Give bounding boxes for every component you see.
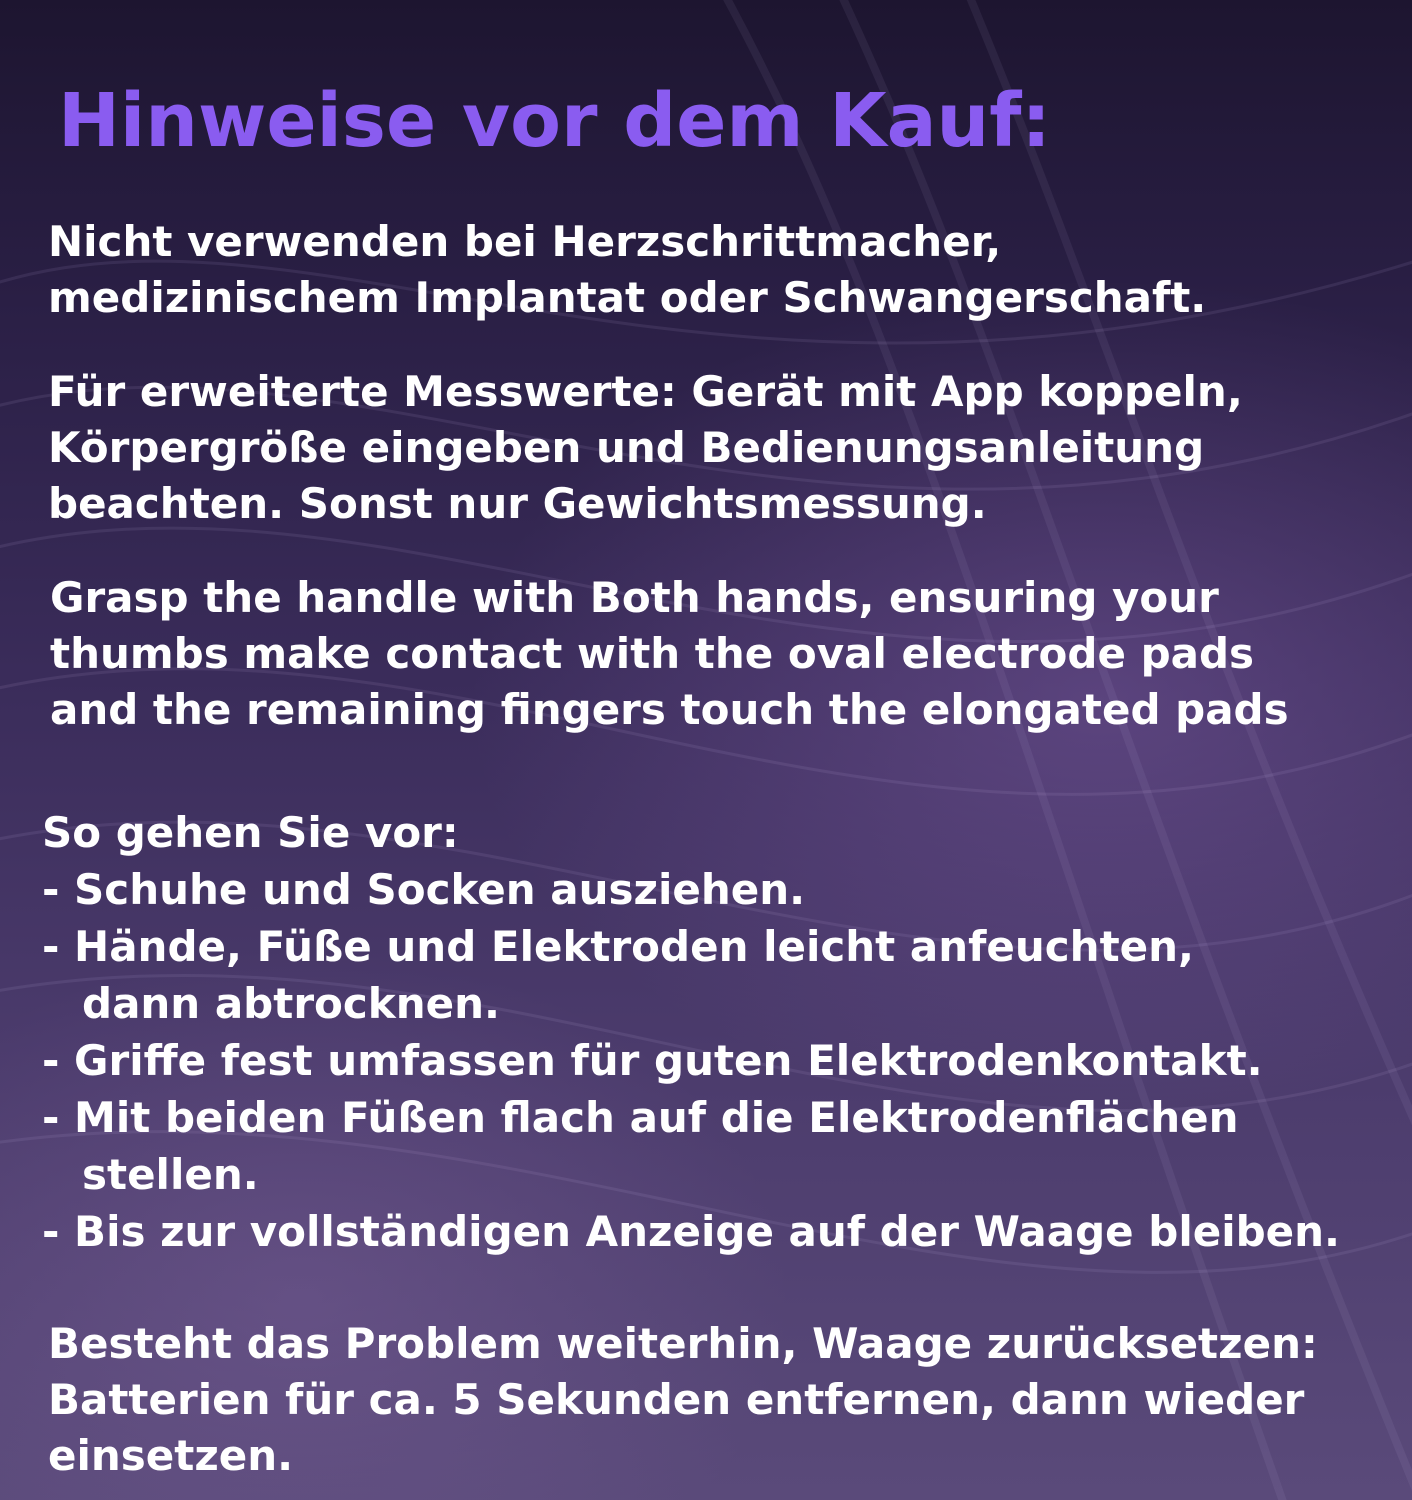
step-item: - Bis zur vollständigen Anzeige auf der Waage bleiben. bbox=[42, 1207, 1341, 1256]
warning-line: medizinischem Implantat oder Schwangerschaft. bbox=[48, 273, 1207, 322]
step-item: - Schuhe und Socken ausziehen. bbox=[42, 865, 806, 914]
step-item-continuation: dann abtrocknen. bbox=[82, 979, 500, 1028]
warning-line: Nicht verwenden bei Herzschrittmacher, bbox=[48, 217, 1002, 266]
grasp-note-paragraph bbox=[50, 570, 1289, 738]
reset-note-line: Besteht das Problem weiterhin, Waage zurücksetzen: bbox=[48, 1319, 1318, 1368]
app-note-line: Für erweiterte Messwerte: Gerät mit App koppeln, bbox=[48, 367, 1243, 416]
step-item: - Mit beiden Füßen flach auf die Elektrodenflächen bbox=[42, 1093, 1239, 1142]
app-note-line: Körpergröße eingeben und Bedienungsanleitung bbox=[48, 423, 1205, 472]
reset-note-paragraph bbox=[48, 1316, 1318, 1484]
app-note-line: beachten. Sonst nur Gewichtsmessung. bbox=[48, 479, 987, 528]
steps-list bbox=[42, 804, 1340, 1260]
step-item: - Hände, Füße und Elektroden leicht anfeuchten, bbox=[42, 922, 1194, 971]
step-item: - Griffe fest umfassen für guten Elektrodenkontakt. bbox=[42, 1036, 1263, 1085]
page-title: Hinweise vor dem Kauf: bbox=[58, 78, 1052, 164]
grasp-note-line: and the remaining fingers touch the elongated pads bbox=[50, 685, 1289, 734]
app-note-paragraph bbox=[48, 364, 1243, 532]
steps-heading: So gehen Sie vor: bbox=[42, 808, 459, 857]
reset-note-line: einsetzen. bbox=[48, 1431, 294, 1480]
grasp-note-line: Grasp the handle with Both hands, ensuring your bbox=[50, 573, 1219, 622]
warning-paragraph bbox=[48, 214, 1206, 326]
grasp-note-line: thumbs make contact with the oval electrode pads bbox=[50, 629, 1255, 678]
reset-note-line: Batterien für ca. 5 Sekunden entfernen, dann wieder bbox=[48, 1375, 1305, 1424]
step-item-continuation: stellen. bbox=[82, 1150, 259, 1199]
